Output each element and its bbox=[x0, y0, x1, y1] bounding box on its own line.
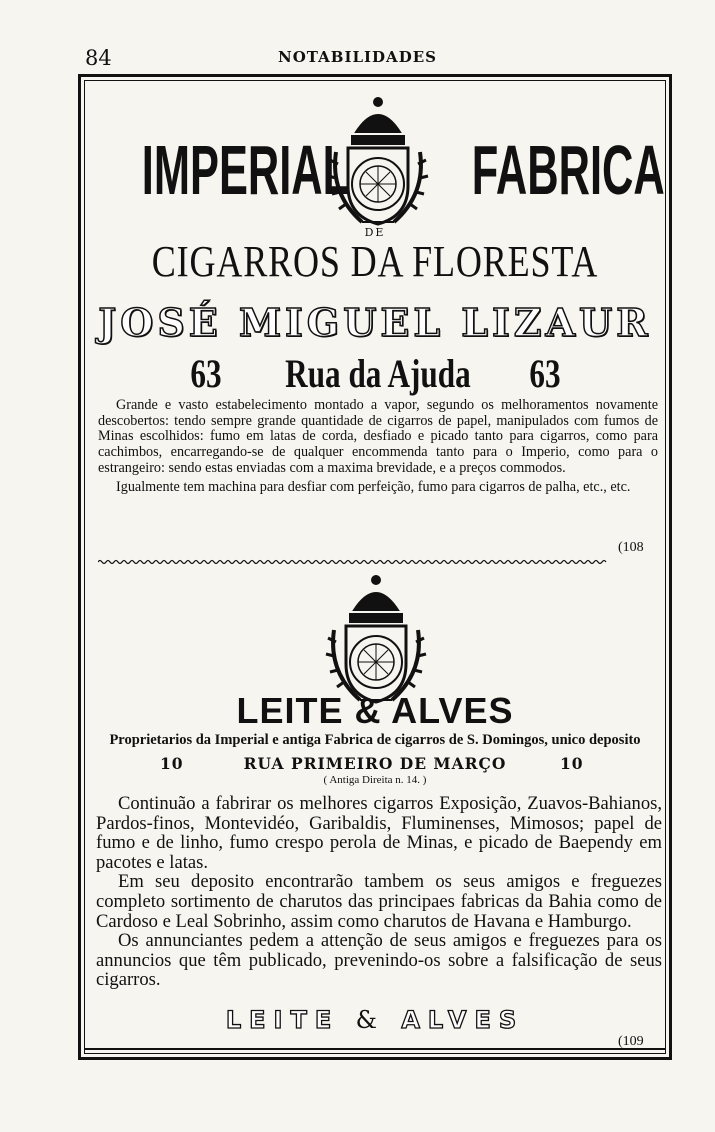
page-number: 84 bbox=[85, 46, 112, 70]
wavy-divider bbox=[98, 558, 660, 566]
signature-right: ALVES bbox=[401, 1006, 525, 1034]
title-fabrica: FABRICA bbox=[471, 131, 665, 209]
ad2-paragraph-2: Em seu deposito encontrarão tambem os seus amigos e freguezes completo sortimento de charutos das principaes fabricas da Bahia como de Cardoso e Leal Sobrinho, assim como charutos de Havana e Hamburgo. bbox=[96, 871, 662, 932]
ad2-reference: (109 bbox=[618, 1034, 644, 1049]
ad1-reference: (108 bbox=[618, 540, 644, 555]
ad2-body bbox=[96, 794, 662, 990]
ad2-title: LEITE & ALVES bbox=[236, 690, 514, 731]
subtitle-cigarros: CIGARROS DA FLORESTA bbox=[151, 237, 599, 286]
signature-amp: & bbox=[355, 1006, 385, 1034]
ad2-address-street: RUA PRIMEIRO DE MARÇO bbox=[243, 754, 507, 773]
title-imperial: IMPERIAL bbox=[141, 131, 350, 209]
bottom-rule bbox=[84, 1048, 666, 1050]
ad1-body bbox=[98, 398, 658, 495]
address-number-right: 63 bbox=[529, 351, 561, 396]
page-header: NOTABILIDADES bbox=[278, 48, 437, 66]
ad2-paragraph-3: Os annunciantes pedem a attenção de seus amigos e freguezes para os annuncios que têm publicado, prevenindo-os sobre a falsificação de seus cigarros. bbox=[96, 930, 662, 991]
ad2-signature bbox=[84, 1006, 666, 1034]
ad2-paragraph-1: Continuão a fabrirar os melhores cigarros Exposição, Zuavos-Bahianos, Pardos-finos, Montevidéo, Garibaldis, Fluminenses, Mimosos; papel de fumo e de linho, fumo crespo perola de Minas, e picado de Baependy em pacotes e latas. bbox=[96, 793, 662, 873]
address-number-left: 63 bbox=[190, 351, 222, 396]
imperial-crest-icon bbox=[322, 94, 434, 230]
address-street: Rua da Ajuda bbox=[285, 351, 471, 396]
ad2-proprietors: Proprietarios da Imperial e antiga Fabrica de cigarros de S. Domingos, unico deposito bbox=[109, 732, 641, 748]
ad2-address-number-left: 10 bbox=[160, 754, 184, 773]
ad2-address-note: ( Antiga Direita n. 14. ) bbox=[323, 774, 427, 786]
owner-name: JOSÉ MIGUEL LIZAUR bbox=[98, 300, 652, 345]
signature-left: LEITE bbox=[225, 1006, 340, 1034]
imperial-crest-icon bbox=[320, 572, 432, 708]
ad1-paragraph-2: Igualmente tem machina para desfiar com perfeição, fumo para cigarros de palha, etc., etc. bbox=[116, 478, 631, 495]
ad2-address-number-right: 10 bbox=[560, 754, 584, 773]
de-label: DE bbox=[364, 226, 386, 239]
ad1-paragraph-1: Grande e vasto estabelecimento montado a vapor, segundo os melhoramentos novamente descobertos: tendo sempre grande quantidade de cigarros de papel, manipulados com fumos de Minas escolhidos: fumo em latas de corda, desfiado e picado tanto para cigarros, como para cachimbos, encarregando-se de qualquer encommenda tanto para o Imperio, como para o estrangeiro: sendo estas enviadas com a maxima brevidade, e a preços commodos. bbox=[98, 397, 658, 476]
